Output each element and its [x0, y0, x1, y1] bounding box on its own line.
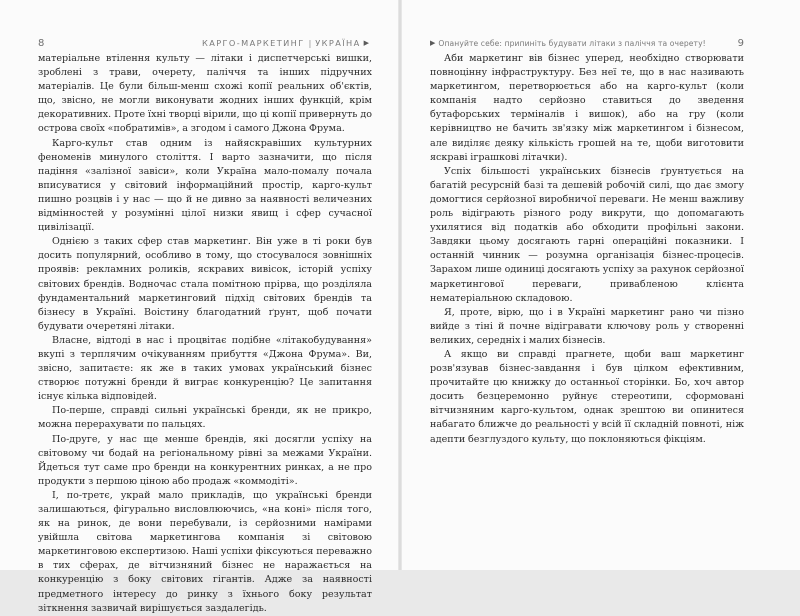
- paragraph: По-друге, у нас ще менше брендів, які досягли успіху на світовому чи бодай на регіональному рівні за межами України. Йдеться тут саме про бренди на конкурентних ринках, а не про продукти з першою ціною або продаж «коммодіті».: [38, 433, 372, 487]
- body-text-right: [430, 52, 744, 447]
- page-number: 8: [38, 37, 45, 49]
- body-text-left: [38, 52, 372, 616]
- left-page: [0, 0, 398, 614]
- paragraph: Я, проте, вірю, що і в Україні маркетинг рано чи пізно вийде з тіні й почне відігравати ключову роль у створенні великих, середніх і малих бізнесів.: [430, 306, 744, 346]
- paragraph: І, по-третє, украй мало прикладів, що українські бренди залишаються, фігурально висловлюючись, «на коні» після того, як на ринок, де вони перебували, із серйозними намірами увійшла світова маркетингова компанія зі світовою маркетинговою експертизою. Наші успіхи фіксуються переважно в тих сферах, де вітчизняний бізнес не наражається на конкуренцію з боку світових гігантів. Адже за наявності предметного інтересу до ринку з їхнього боку результат зіткнення зазвичай вирішується заздалегідь.: [38, 489, 372, 614]
- chapter-title: Опануйте себе: припиніть будувати літаки з паліччя та очерету!: [438, 38, 706, 48]
- paragraph: А якщо ви справді прагнете, щоби ваш маркетинг розв'язував бізнес-завдання і був цілком ефективним, прочитайте цю книжку до останньої сторінки. Бо, хоч автор досить безцеремонно руйнує стереотипи, сформовані вітчизняним карго-культом, однак зрештою ви опинитеся набагато ближче до реальності у всій її складній повноті, ніж адепти безглуздого культу, що поклоняються фікціям.: [430, 348, 744, 445]
- book-title: КАРГО-МАРКЕТИНГ: [201, 38, 305, 48]
- country-label: УКРАЇНА: [315, 38, 361, 48]
- running-head-left: [38, 36, 372, 50]
- paragraph: Аби маркетинг вів бізнес уперед, необхідно створювати повноцінну інфраструктуру. Без неї те, що в нас називають маркетингом, перетворюється або на карго-культ (коли компанія надто серйозно ставиться до зведення бутафорських терміналів і вишок), або на гру (коли керівництво не бачить зв'язку між маркетингом і бізнесом, але виділяє деяку кількість грошей на те, щоби виготовити яскраві іграшкові літачки).: [430, 53, 744, 163]
- page-number: 9: [737, 37, 744, 49]
- paragraph: матеріальне втілення культу — літаки і диспетчерські вишки, зроблені з трави, очерету, паліччя та інших підручних матеріалів. Це були більш-менш схожі копії реальних об'єктів, що, звісно, не могли виконувати жодних інших функцій, крім декоративних. Проте їхні творці вірили, що ці копії привернуть до острова своїх «побратимів», а згодом і самого Джона Фрума.: [38, 53, 372, 135]
- paragraph: По-перше, справді сильні українські бренди, як не прикро, можна перерахувати по пальцях.: [38, 405, 372, 431]
- play-triangle-right-icon: ▶: [430, 39, 436, 47]
- paragraph: Карго-культ став одним із найяскравіших культурних феноменів минулого століття. І варто зазначити, що після падіння «залізної завіси», коли Україна мало-помалу почала вписуватися у світовий інформаційний простір, карго-культ пишно розцвів і у нас — що й не дивно за наявності величезних відмінностей у розумінні цілої низки явищ і сфер сучасної цивілізації.: [38, 137, 372, 234]
- separator: |: [308, 38, 312, 48]
- right-page: [402, 0, 800, 570]
- paragraph: Власне, відтоді в нас і процвітає подібне «літакобудування» вкупі з терплячим очікуванням прибуття «Джона Фрума». Ви, звісно, запитаєте: як же в таких умовах український бізнес створює потужні бренди й виграє конкуренцію? Це запитання існує кілька відповідей.: [38, 334, 372, 403]
- running-head-right: [430, 36, 744, 50]
- play-triangle-right-icon: ▶: [363, 39, 369, 47]
- paragraph: Однією з таких сфер став маркетинг. Він уже в ті роки був досить популярний, особливо в тому, що стосувалося зовнішніх проявів: рекламних роликів, яскравих вивісок, історій успіху світових брендів. Водночас стала помітною прірва, що розділяла фундаментальний маркетинговий підхід світових брендів та бізнесу в Україні. Воістину благодатний ґрунт, щоб почати будувати очеретяні літаки.: [38, 236, 372, 332]
- paragraph: Успіх більшості українських бізнесів ґрунтується на багатій ресурсній базі та дешевій робочій силі, що дає змогу домогтися серйозної виробничої переваги. Не менш важливу роль відіграють різного роду викрути, що допомагають ухилятися від податків або обходити профільні закони. Завдяки цьому досягають гарні операційні показники. І останній чинник — розумна організація бізнес-процесів. Зарахом лише одиниці досягають успіху за рахунок серйозної маркетингової переваги, привабленою клієнта нематеріальною складовою.: [430, 165, 744, 304]
